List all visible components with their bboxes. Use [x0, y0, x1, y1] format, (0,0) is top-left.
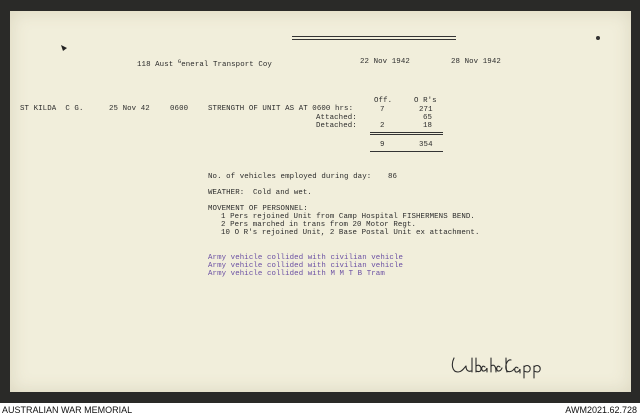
strength-row-label: Detached: [316, 122, 357, 130]
footer-left: AUSTRALIAN WAR MEMORIAL [2, 405, 133, 415]
strength-total-rule-bottom [370, 151, 443, 152]
strength-title: STRENGTH OF UNIT AS AT 0600 hrs: [208, 105, 354, 113]
header-rule-bottom [292, 39, 456, 40]
strength-header-officers: Off. [374, 97, 393, 105]
entry-date: 25 Nov 42 [109, 105, 150, 113]
weather-label: WEATHER: [208, 189, 245, 197]
punch-mark-icon [60, 44, 68, 52]
header-rule-top [292, 36, 456, 37]
strength-row-officers: 7 [380, 106, 385, 114]
weather-value: Cold and wet. [253, 189, 312, 197]
vehicles-label: No. of vehicles employed during day: [208, 173, 372, 181]
strength-row-officers: 2 [380, 122, 385, 130]
strength-total-rule-mid [370, 134, 443, 135]
period-to: 28 Nov 1942 [451, 58, 501, 66]
strength-header-other-ranks: O R's [414, 97, 437, 105]
movement-item: 2 Pers marched in trans from 20 Motor Regt. [221, 221, 417, 229]
movement-item: 10 O R's rejoined Unit, 2 Base Postal Unit ex attachment. [221, 229, 480, 237]
signature-image [448, 350, 574, 380]
movement-item: 1 Pers rejoined Unit from Camp Hospital FISHERMENS BEND. [221, 213, 475, 221]
entry-time: 0600 [170, 105, 189, 113]
movement-heading: MOVEMENT OF PERSONNEL: [208, 205, 308, 213]
strength-total-other-ranks: 354 [419, 141, 433, 149]
collision-entry: Army vehicle collided with civilian vehicle [208, 262, 404, 270]
collision-entry: Army vehicle collided with M M T B Tram [208, 270, 385, 278]
strength-row-other-ranks: 65 [423, 114, 433, 122]
ink-dot [596, 36, 600, 40]
strength-total-rule-top [370, 132, 443, 133]
strength-row-label: Attached: [316, 114, 357, 122]
footer-right: AWM2021.62.728 [565, 405, 637, 415]
strength-total-officers: 9 [380, 141, 385, 149]
strength-row-other-ranks: 271 [419, 106, 433, 114]
war-diary-page [10, 11, 631, 392]
strength-row-other-ranks: 18 [423, 122, 433, 130]
vehicles-value: 86 [388, 173, 398, 181]
period-from: 22 Nov 1942 [360, 58, 410, 66]
unit-name: 118 Aust $^G$eneral Transport Coy [137, 58, 272, 69]
collision-entry: Army vehicle collided with civilian vehicle [208, 254, 404, 262]
entry-place: ST KILDA C G. [20, 105, 84, 113]
